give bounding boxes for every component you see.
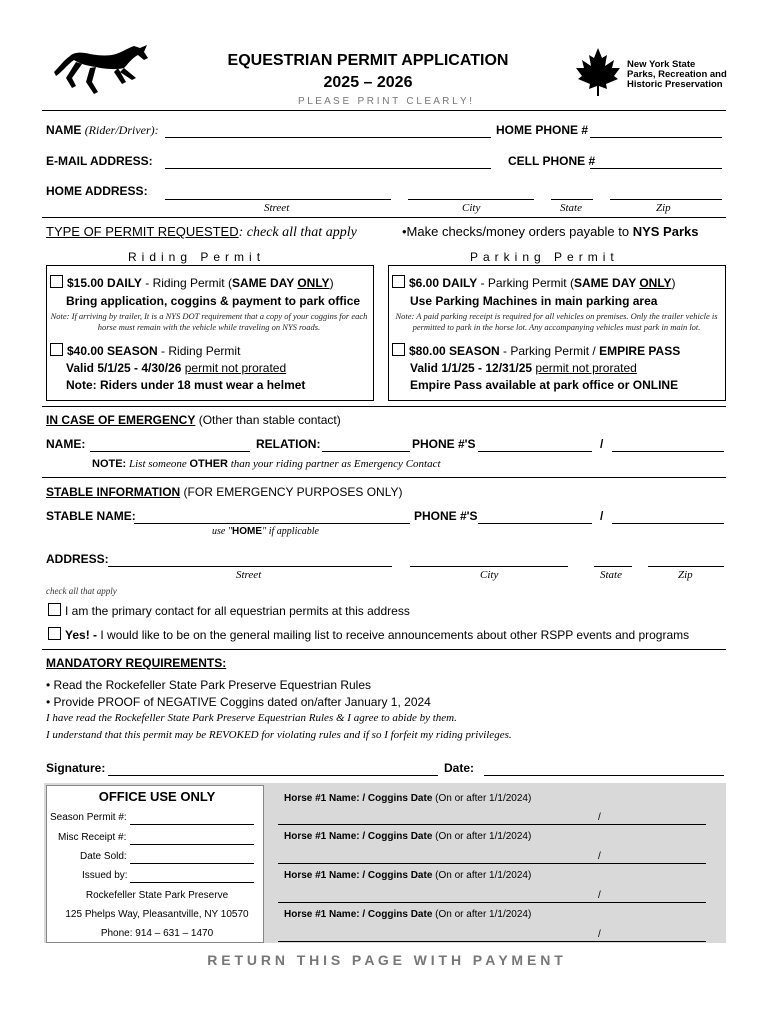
riding-daily-bring: Bring application, coggins & payment to park office [66,294,361,308]
return-with-payment: R E T U R N T H I S P A G E W I T H P A Y M E N T [207,952,563,968]
permit-type-label: TYPE OF PERMIT REQUESTED [46,224,239,239]
stable-city-caption: City [480,569,499,581]
form-title: EQUESTRIAN PERMIT APPLICATION [227,52,509,69]
home-state-caption: State [560,202,582,214]
horse-2-field[interactable] [278,863,706,864]
stable-zip-field[interactable] [648,566,724,567]
date-field[interactable] [484,775,724,776]
date-label: Date: [444,761,475,775]
use-home-c: " if applicable [262,526,319,537]
applicant-divider [42,217,726,218]
signature-field[interactable] [108,775,438,776]
emergency-label: IN CASE OF EMERGENCY [46,413,196,427]
parking-daily-close: ) [671,276,676,290]
parking-daily-only: ONLY [639,276,672,290]
parking-daily-checkbox[interactable] [392,275,405,288]
riding-season-valid-row [66,361,286,375]
agency-line-1: New York State [627,59,696,70]
riding-daily-checkbox[interactable] [50,275,63,288]
horse-2-hint: (On or after 1/1/2024) [432,831,532,842]
riding-heading: Riding Permit [128,250,266,264]
parking-empire: EMPIRE PASS [599,344,681,358]
horse-4-slash: / [598,929,601,940]
agree-line-1: I have read the Rockefeller State Park Preserve Equestrian Rules & I agree to abide by them. [46,712,457,724]
form-year: 2025 – 2026 [323,74,413,91]
emergency-relation-field[interactable] [322,451,410,452]
mandatory-heading: MANDATORY REQUIREMENTS: [46,656,227,670]
print-clearly: P L E A S E P R I N T C L E A R L Y ! [298,96,472,107]
name-label: NAME [46,123,82,137]
riding-daily-desc: - Riding Permit ( [141,276,232,290]
horse-row-3 [284,870,531,881]
horse-row-2 [284,831,531,842]
riding-daily-row [50,275,334,290]
riding-season-valid: Valid 5/1/25 - 4/30/26 [66,361,185,375]
parking-daily-row [392,275,676,290]
office-use-heading: OFFICE USE ONLY [98,789,216,804]
horse-2-label: Horse #1 Name: / Coggins Date [284,831,433,842]
riding-season-checkbox[interactable] [50,343,63,356]
emergency-note-b: than your riding partner as Emergency Contact [227,458,441,470]
horse-4-field[interactable] [278,941,706,942]
home-phone-label: HOME PHONE # [496,123,589,137]
park-address: 125 Phelps Way, Pleasantville, NY 10570 [65,909,249,920]
stable-phone-label: PHONE #'S [414,509,478,523]
issued-by-label: Issued by: [82,870,128,881]
mailing-list-row [48,627,689,642]
horse-row-1 [284,793,531,804]
email-field[interactable] [165,168,491,169]
mandatory-item-2: • Provide PROOF of NEGATIVE Coggins dated on/after January 1, 2024 [46,695,431,709]
emergency-name-field[interactable] [90,451,250,452]
primary-contact-checkbox[interactable] [48,603,61,616]
payable-note [402,224,698,239]
stable-hint: (FOR EMERGENCY PURPOSES ONLY) [180,485,403,499]
home-street-caption: Street [264,202,290,214]
emergency-heading [46,413,341,427]
stable-state-caption: State [600,569,622,581]
horse-4-label: Horse #1 Name: / Coggins Date [284,909,433,920]
use-home-hint [212,526,319,537]
parking-season-checkbox[interactable] [392,343,405,356]
stable-state-field[interactable] [594,566,632,567]
name-label-wrap [46,123,159,138]
home-zip-field[interactable] [610,199,722,200]
home-city-field[interactable] [408,199,534,200]
parking-season-price: $80.00 SEASON [409,344,500,358]
stable-street-field[interactable] [108,566,392,567]
agency-line-3: Historic Preservation [627,79,723,90]
agency-name [627,60,727,90]
stable-phone1-field[interactable] [478,523,592,524]
emergency-divider [42,477,726,478]
horse-1-hint: (On or after 1/1/2024) [432,793,532,804]
riding-season-row [50,343,240,358]
emergency-phone-slash: / [600,437,604,451]
cell-phone-label: CELL PHONE # [508,154,596,168]
stable-street-caption: Street [236,569,262,581]
issued-by-field[interactable] [130,882,254,883]
signature-label: Signature: [46,761,106,775]
emergency-name-label: NAME: [46,437,86,451]
agency-line-2: Parks, Recreation and [627,69,727,80]
horse-3-slash: / [598,890,601,901]
stable-zip-caption: Zip [678,569,693,581]
riding-daily-price: $15.00 DAILY [67,276,142,290]
primary-contact-label: I am the primary contact for all equestrian permits at this address [65,604,410,618]
stable-name-label: STABLE NAME: [46,509,136,523]
payable-to: NYS Parks [632,224,699,239]
stable-phone2-field[interactable] [612,523,724,524]
mailing-list-checkbox[interactable] [48,627,61,640]
emergency-note-a: List someone [126,458,190,470]
parking-machines-note: Use Parking Machines in main parking area [410,294,658,308]
permit-type-hint: : check all that apply [238,225,357,240]
payable-prefix: •Make checks/money orders payable to [402,224,633,239]
horse-3-field[interactable] [278,902,706,903]
emergency-note [92,458,441,470]
horse-4-hint: (On or after 1/1/2024) [432,909,532,920]
permit-type-heading [46,224,357,241]
emergency-note-prefix: NOTE: [92,458,127,470]
parking-prorated: permit not prorated [535,361,637,375]
horse-3-label: Horse #1 Name: / Coggins Date [284,870,433,881]
season-permit-field[interactable] [130,824,254,825]
name-field[interactable] [165,137,491,138]
email-label: E-MAIL ADDRESS: [46,154,153,168]
horse-1-slash: / [598,812,601,823]
primary-contact-row [48,603,410,618]
emergency-relation-label: RELATION: [256,437,321,451]
stable-divider [42,649,726,650]
parking-valid-row [410,361,637,375]
horse-1-label: Horse #1 Name: / Coggins Date [284,793,433,804]
stable-phone-slash: / [600,509,604,523]
riding-daily-only: ONLY [297,276,330,290]
mandatory-item-1: • Read the Rockefeller State Park Preserve Equestrian Rules [46,678,372,692]
date-sold-field[interactable] [130,863,254,864]
horse-2-slash: / [598,851,601,862]
misc-receipt-label: Misc Receipt #: [58,832,127,843]
riding-daily-same: SAME DAY [231,276,298,290]
riding-season-prorated: permit not prorated [184,361,287,375]
horse-row-4 [284,909,531,920]
horse-logo [52,42,152,96]
home-street-field[interactable] [165,199,391,200]
stable-city-field[interactable] [410,566,568,567]
riding-helmet-note: Note: Riders under 18 must wear a helmet [66,378,306,392]
mailing-yes: Yes! - [65,628,101,642]
horse-3-hint: (On or after 1/1/2024) [432,870,532,881]
header-divider [42,110,726,111]
use-home-a: use " [212,526,233,537]
parking-daily-same: SAME DAY [573,276,640,290]
stable-name-field[interactable] [134,523,410,524]
parking-heading: Parking Permit [470,250,619,264]
cell-phone-field[interactable] [590,168,722,169]
name-hint: (Rider/Driver): [84,123,159,137]
riding-daily-close: ) [329,276,334,290]
parking-receipt-note: Note: A paid parking receipt is required for all vehicles on premises. Only the trailer vehicle is permitted to park in the horse lot. Any accompanying vehicles must park in main lot. [395,311,718,332]
riding-season-price: $40.00 SEASON [67,344,158,358]
parking-daily-desc: - Parking Permit ( [477,276,574,290]
stable-heading [46,485,402,499]
misc-receipt-field[interactable] [130,844,254,845]
riding-season-desc: - Riding Permit [157,344,241,358]
parking-daily-price: $6.00 DAILY [409,276,478,290]
emergency-phone-label: PHONE #'S [412,437,476,451]
home-phone-field[interactable] [590,137,722,138]
agree-line-2: I understand that this permit may be REVOKED for violating rules and if so I forfeit my riding privileges. [46,729,512,741]
parking-empire-available: Empire Pass available at park office or ONLINE [410,378,679,392]
home-zip-caption: Zip [656,202,671,214]
use-home-b: HOME [232,526,263,537]
date-sold-label: Date Sold: [80,851,127,862]
riding-trailer-note: Note: If arriving by trailer, It is a NYS DOT requirement that a copy of your coggins for each horse must remain with the vehicle while traveling on NYS roads. [50,311,368,332]
parking-season-desc: - Parking Permit / [499,344,600,358]
check-all-hint: check all that apply [46,586,117,596]
emergency-phone1-field[interactable] [478,451,592,452]
home-city-caption: City [462,202,481,214]
emergency-hint: (Other than stable contact) [195,413,341,427]
home-address-label: HOME ADDRESS: [46,184,148,198]
season-permit-label: Season Permit #: [50,812,127,823]
mailing-text: I would like to be on the general mailing list to receive announcements about other RSPP events and programs [100,628,690,642]
permit-divider [42,406,726,407]
emergency-phone2-field[interactable] [612,451,724,452]
parking-valid: Valid 1/1/25 - 12/31/25 [410,361,536,375]
park-name: Rockefeller State Park Preserve [85,890,229,901]
stable-label: STABLE INFORMATION [46,485,181,499]
parking-season-row [392,343,680,358]
park-phone: Phone: 914 – 631 – 1470 [100,928,214,939]
maple-leaf-icon [574,46,622,98]
stable-address-label: ADDRESS: [46,552,109,566]
emergency-note-other: OTHER [189,458,228,470]
horse-1-field[interactable] [278,824,706,825]
home-state-field[interactable] [551,199,593,200]
